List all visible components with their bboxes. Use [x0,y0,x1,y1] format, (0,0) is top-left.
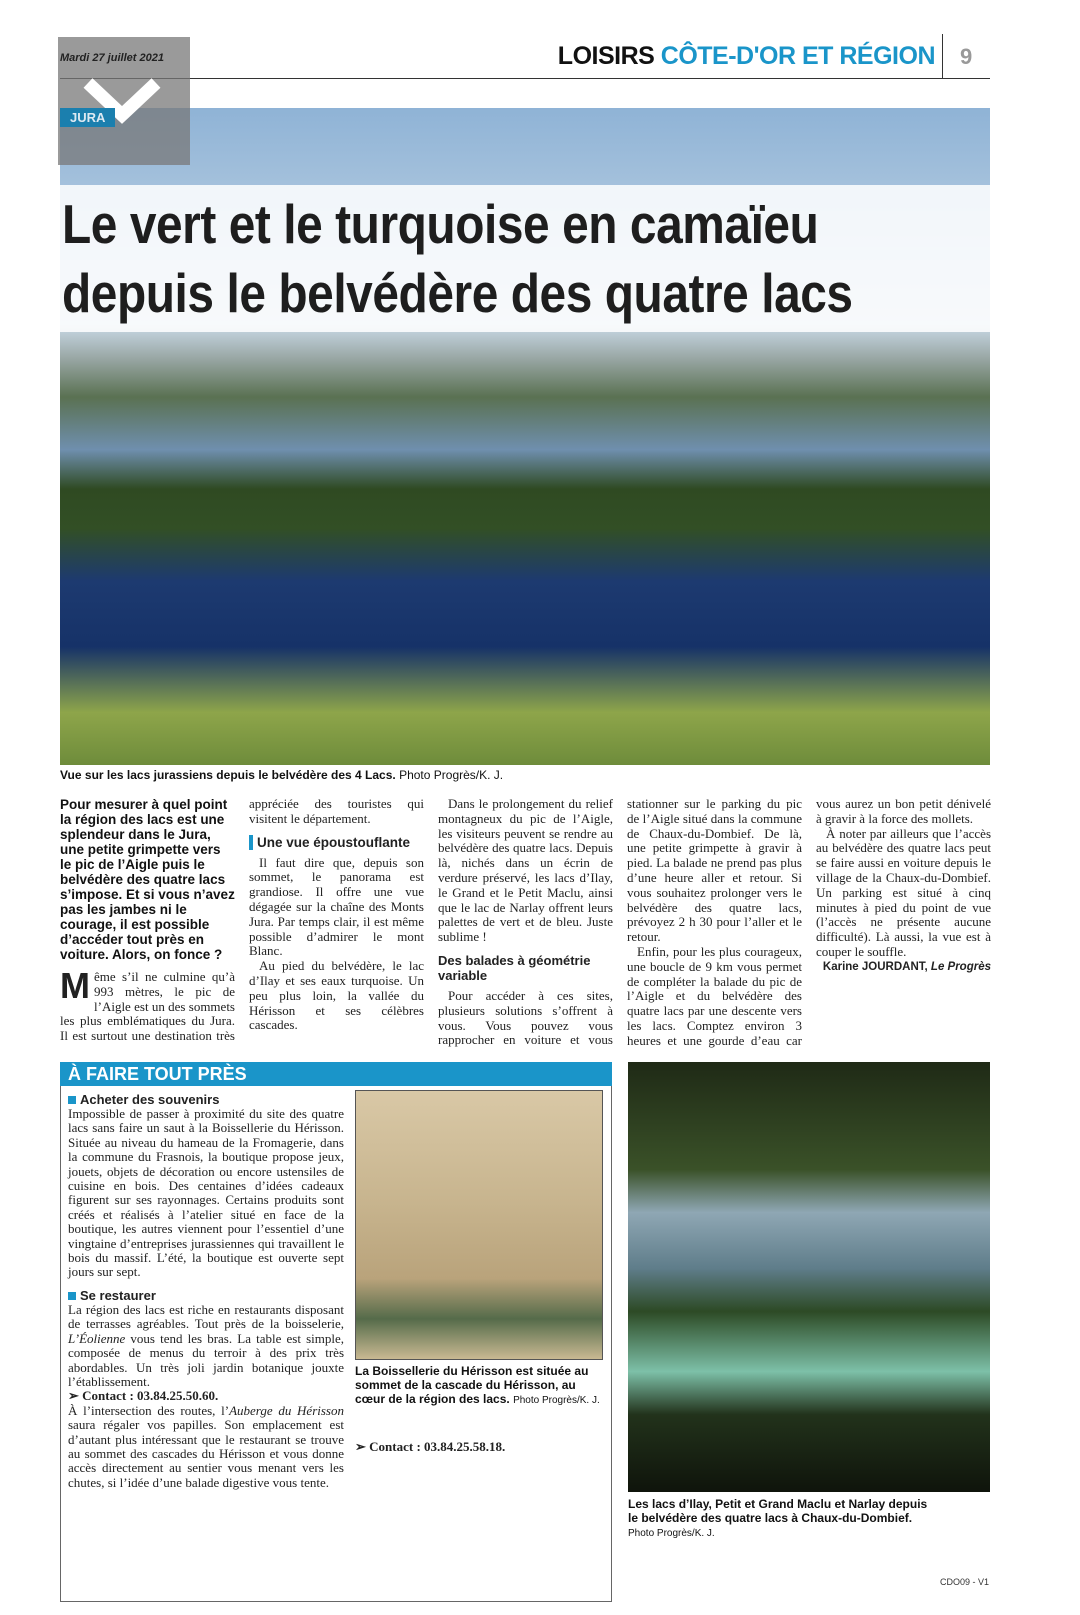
photo-credit: Photo Progrès/K. J. [513,1395,600,1406]
text: La région des lacs est riche en restaurants disposant de terrasses agréables. Tout près de la boisselerie, [68,1301,344,1332]
article-lead: Pour mesurer à quel point la région des lacs est une splendeur dans le Jura, une petite grimpette vers le pic de l’Aigle puis le belvédère des quatre lacs s’impose. Et si vous n’avez pas les jambes ni le courage, il est possible d’accéder tout près en voiture. Alors, on fonce ? [60,797,235,962]
text: saura régaler vos papilles. Son emplacement est d’autant plus intéressant que le restaurant se trouve au sommet des cascades du Hérisson et vous donne accès directement au sentier vous menant vers les chutes, si l’idée d’une balade digestive vous tente. [68,1417,344,1490]
author: Karine JOURDANT, [822,960,928,973]
page-code: CDO09 - V1 [940,1577,990,1587]
shop-photo-caption [355,1364,605,1408]
photo-credit: Photo Progrès/K. J. [628,1528,715,1539]
caption-text: Vue sur les lacs jurassiens depuis le belvédère des 4 Lacs. [60,768,396,782]
article-body [60,797,991,1049]
paragraph: Pour accéder à ces sites, plusieurs solutions s’offrent à vous. Vous pouvez vous rapprocher en voiture et vous stationner sur le parking du pic de l’Aigle situé dans la commune de Chaux-du-Dombief. De là, une petite grimpette à gravir à pied. La balade ne prend pas plus d’une heure aller et retour. Si vous souhaitez prolonger vers le belvédère des quatre lacs, prévoyez 2 h 30 pour l’aller et le retour. [438,796,802,1048]
subhead-text: Acheter des souvenirs [80,1092,220,1107]
subhead-text: Se restaurer [80,1287,156,1303]
photo-credit: Photo Progrès/K. J. [399,768,504,782]
square-bullet-icon [68,1292,76,1300]
shop-photo [355,1090,603,1360]
paragraph: Impossible de passer à proximité du site des quatre lacs sans faire un saut à la Boissellerie du Hérisson. Située au niveau du hameau de la Fromagerie, dans la commune du Frasnois, la boutique propose jeux, jouets, objets de décoration ou encore ustensiles de cuisine en bois. Des centaines d’idées cadeaux figurent sur ses rayonnages. Certains produits sont créés et réalisés à l’atelier situé en face de la boutique, les autres viennent pour l’essentiel d’une vingtaine d’entreprises jurassiennes qui travaillent le bois du massif. L’été, la boutique est ouverte sept jours sur sept. [68,1106,344,1280]
paragraph: Enfin, pour les plus courageux, une boucle de 9 km vous permet de compléter la balade du pic de l’Aigle et du belvédère des quatre lacs par une descente vers les lacs. Comptez environ 3 heures et une gourde d’eau car vous aurez un bon petit dénivelé à gravir à la force des mollets. [627,796,991,1048]
restaurant-name: Auberge du Hérisson [229,1402,344,1418]
byline [816,961,991,973]
sidebar-subhead [68,1288,344,1303]
publication: Le Progrès [930,960,991,973]
text: vous tend les bras. La table est simple, composée de menus du terroir à des prix très abordables. Un très joli jardin botanique jouxte l’établissement. [68,1330,344,1389]
caption-text: Les lacs d’Ilay, Petit et Grand Maclu et Narlay depuis le belvédère des quatre lacs à Chaux-du-Dombief. [628,1497,928,1525]
square-bullet-icon [68,1096,76,1104]
drop-cap: M [60,965,90,1006]
text: À l’intersection des routes, l’ [68,1402,230,1418]
restaurant-name: L’Éolienne [68,1330,126,1346]
paragraph: Au pied du belvédère, le lac d’Ilay et ses eaux turquoise. Un peu plus loin, la vallée du Hérisson et ses célèbres cascades. [249,958,424,1033]
title-line-1: Le vert et le turquoise en camaïeu [62,193,819,255]
paragraph [68,1303,344,1389]
viewpoint-photo [628,1062,990,1492]
caption-text: La Boissellerie du Hérisson est située au sommet de la cascade du Hérisson, au cœur de la région des lacs. [355,1364,589,1406]
subheading: Des balades à géométrie variable [438,952,591,983]
viewpoint-photo-caption [628,1497,928,1541]
article-title [62,190,853,328]
header-rule [60,78,990,79]
paragraph: À noter par ailleurs que l’accès au belvédère des quatre lacs peut se faire aussi en voiture depuis le village de la Chaux-du-Dombief. Un parking est situé à cinq minutes à pied du point de vue (l’accès ne présente aucune difficulté). Là aussi, la vue est à couper le souffle. [816,825,991,959]
sidebar-text-left [68,1092,344,1490]
contact-line: ➢ Contact : 03.84.25.50.60. [68,1388,219,1404]
divider [942,34,943,78]
rubric-part1: LOISIRS [557,42,655,70]
section-rubric [558,42,935,71]
paragraph: Il faut dire que, depuis son sommet, le panorama est grandiose. Il offre une vue dégagée sur la chaîne des Monts Jura. Par temps clair, il est même possible d’admirer le mont Blanc. [249,854,424,959]
title-line-2: depuis le belvédère des quatre lacs [62,262,853,324]
issue-date: Mardi 27 juillet 2021 [60,52,164,64]
kicker-badge: JURA [60,108,115,127]
rubric-part2: CÔTE-D'OR ET RÉGION [660,42,935,70]
main-photo-caption [60,768,503,782]
paragraph: Dans le prolongement du relief montagneux du pic de l’Aigle, les visiteurs peuvent se rendre au belvédère des quatre lacs. Depuis là, nichés dans un écrin de verdure préservé, les lacs d’Ilay, le Grand et le Petit Maclu, ainsi que le lac de Narlay offrent leurs palettes de vert et de bleu. Juste sublime ! [438,796,613,945]
sidebar-box-title: À FAIRE TOUT PRÈS [60,1062,612,1086]
subheading: Une vue époustouflante [249,835,424,850]
page-number: 9 [960,44,973,69]
sidebar-subhead [68,1092,344,1107]
contact-line: ➢ Contact : 03.84.25.58.18. [355,1439,506,1454]
paragraph [68,1404,344,1490]
paragraph: ême s’il ne culmine qu’à 993 mètres, le pic de l’Aigle est un des sommets les plus emblématiques du Jura. Il est surtout une destination très appréciée des touristes qui visitent le département. [60,796,424,1044]
